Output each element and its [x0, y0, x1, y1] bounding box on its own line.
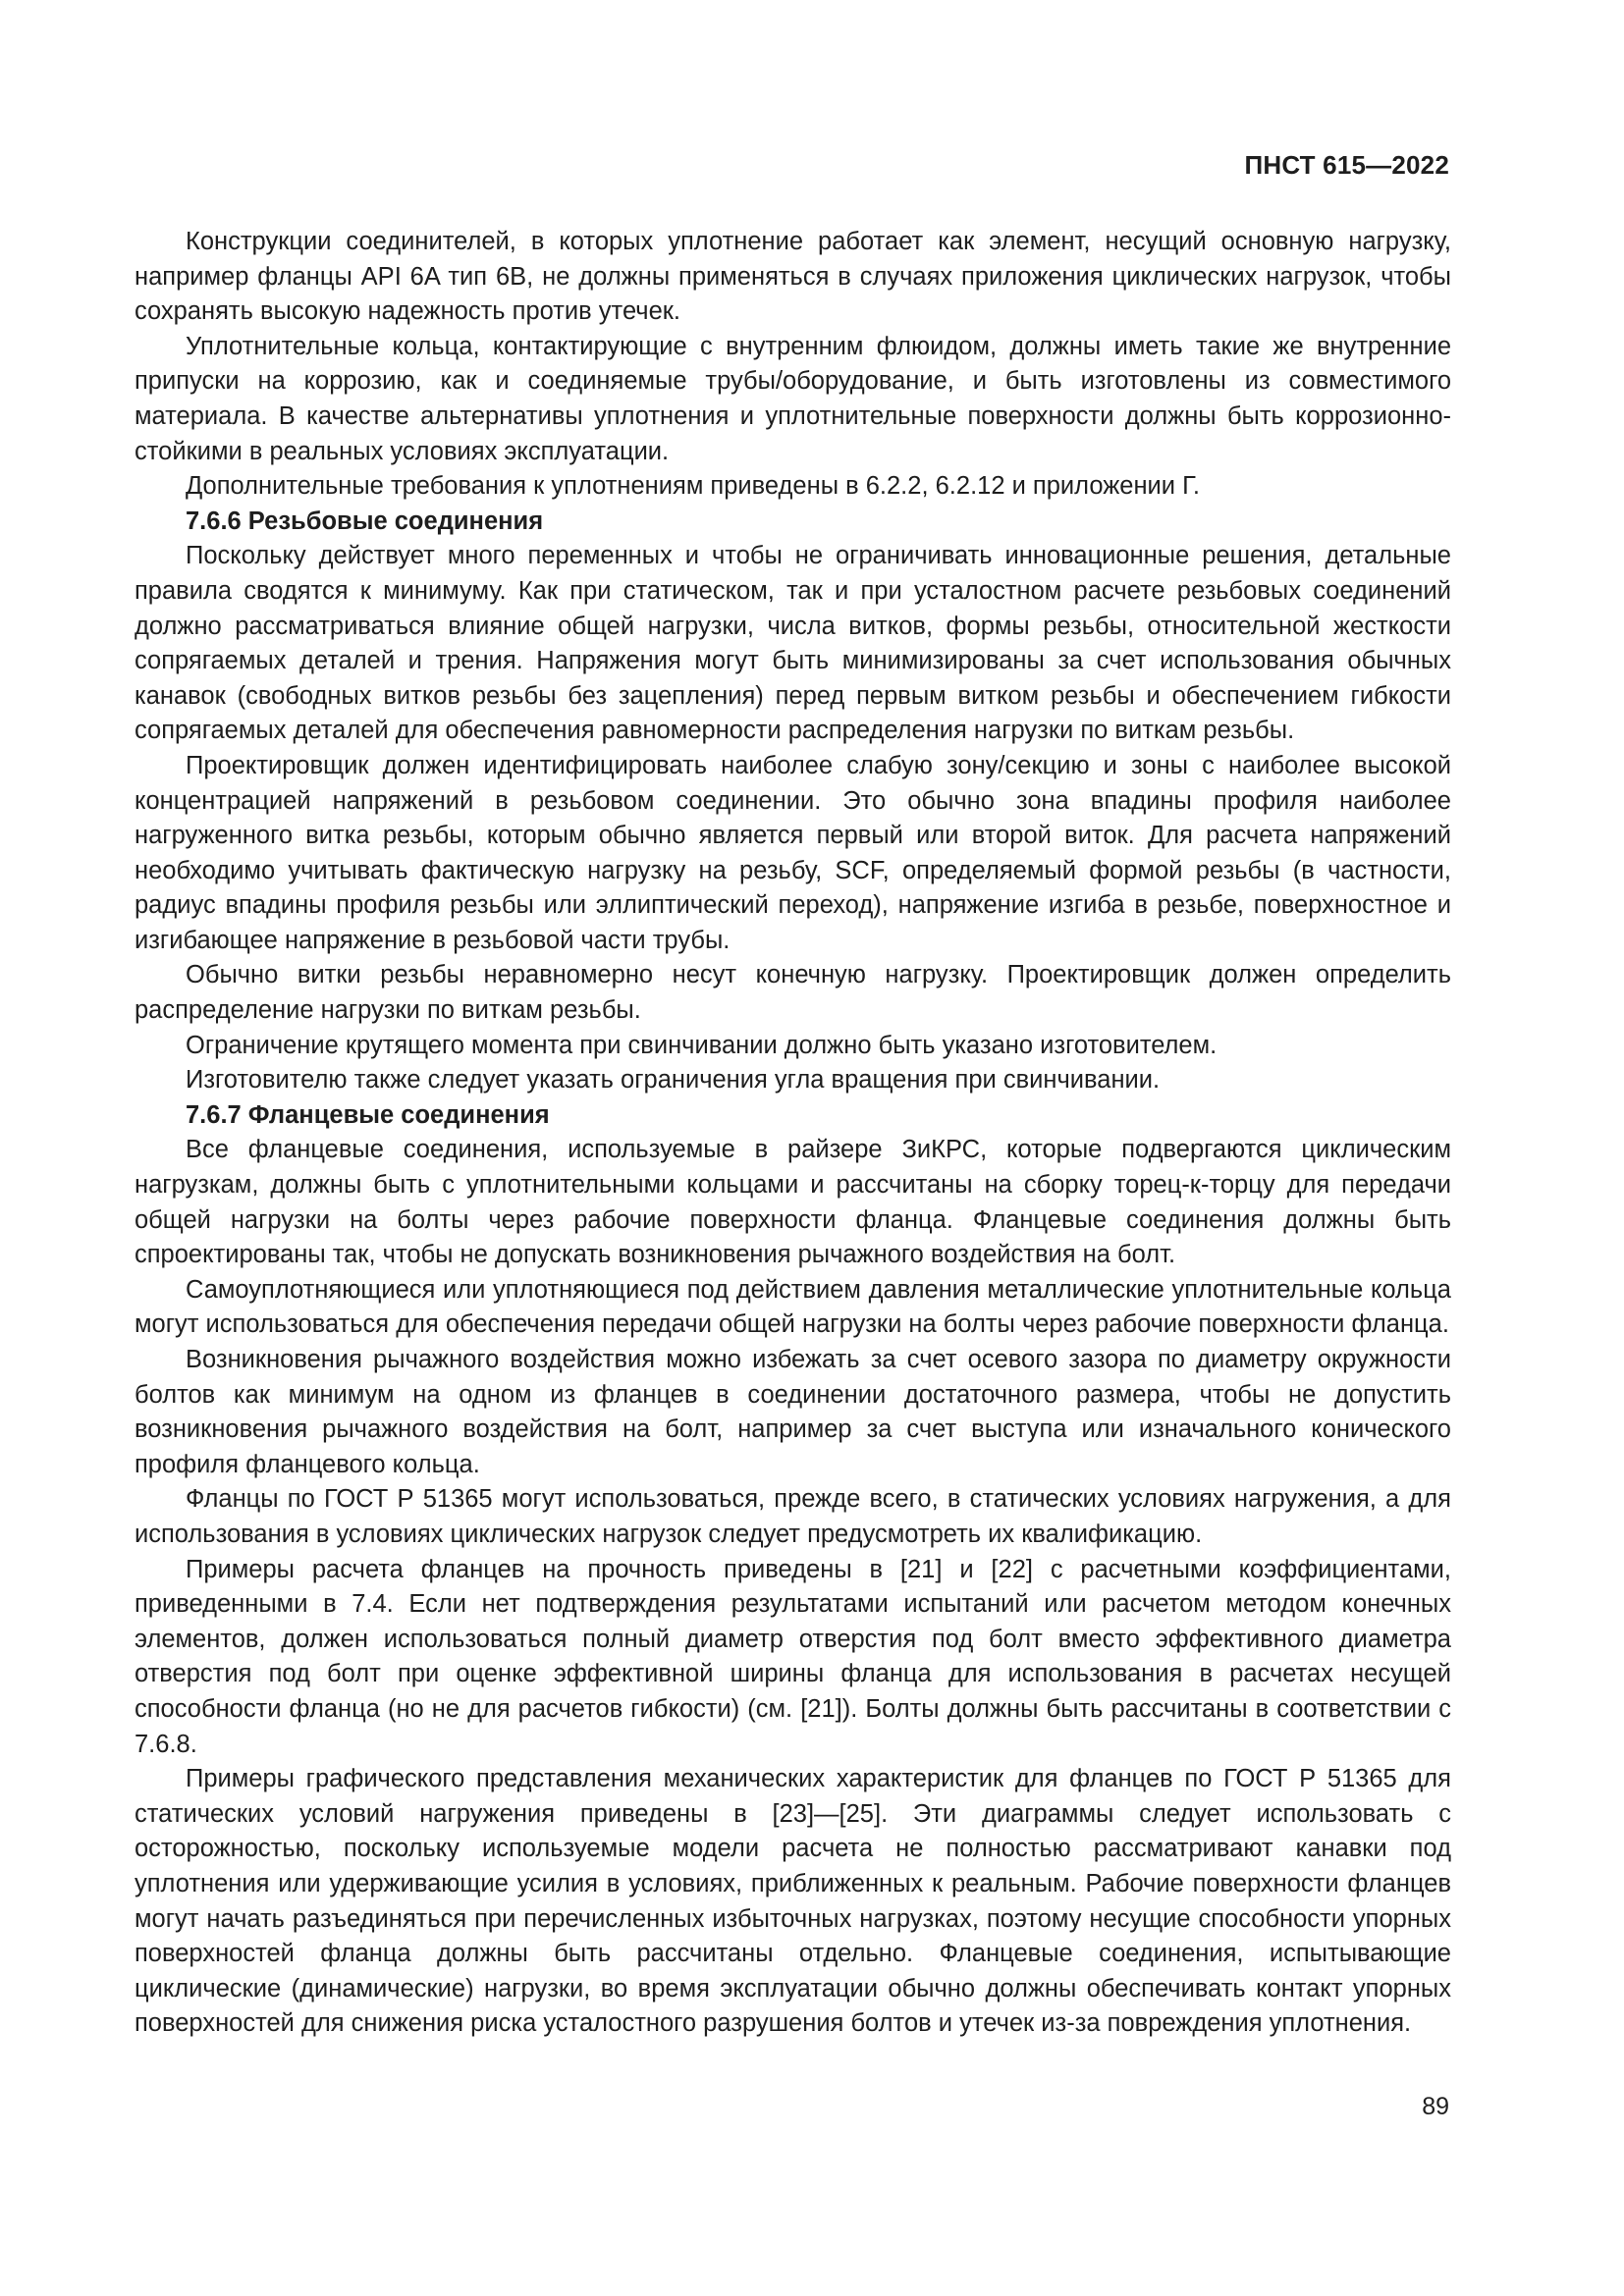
paragraph: Ограничение крутящего момента при свинчивании должно быть указано изготовителем. [186, 1031, 1218, 1059]
paragraph: Все фланцевые соединения, используемые в райзере ЗиКРС, которые подвергаются циклическим нагрузкам, должны быть с уплотнительными кольцами и рассчитаны на сборку торец-к-торцу для передачи общей нагрузки на болты через рабочие поверхности фланца. Фланцевые соединения должны быть спроектированы так, чтобы не допускать возникновения рычажного воздействия на болт. [135, 1136, 1451, 1269]
paragraph: Примеры расчета фланцев на прочность приведены в [21] и [22] с расчетными коэффициентами, приведенными в 7.4. Если нет подтверждения результатами испытаний или расчетом методом конечных элементов, должен использоваться полный диаметр отверстия под болт вместо эффективного диаметра отверстия под болт при оценке эффективной ширины фланца для использования в расчетах несущей способности фланца (но не для расчетов гибкости) (см. [21]). Болты должны быть рассчитаны в соответствии с 7.6.8. [135, 1555, 1451, 1758]
document-id-header: ПНСТ 615—2022 [1244, 150, 1449, 180]
page-number: 89 [1422, 2093, 1449, 2120]
paragraph: Обычно витки резьбы неравномерно несут конечную нагрузку. Проектировщик должен определить распределение нагрузки по виткам резьбы. [135, 961, 1451, 1025]
paragraph: Уплотнительные кольца, контактирующие с внутренним флюидом, должны иметь такие же внутренние припуски на коррозию, как и соединяемые трубы/оборудование, и быть изготовлены из совместимого материала. В качестве альтернативы уплотнения и уплотнительные поверхности должны быть коррозионно-стойкими в реальных условиях эксплуатации. [135, 332, 1451, 465]
document-body [135, 225, 1451, 2042]
section-heading-7-6-6: 7.6.6 Резьбовые соединения [186, 507, 544, 535]
paragraph: Проектировщик должен идентифицировать наиболее слабую зону/секцию и зоны с наиболее высокой концентрацией напряжений в резьбовом соединении. Это обычно зона впадины профиля наиболее нагруженного витка резьбы, которым обычно является первый или второй виток. Для расчета напряжений необходимо учитывать фактическую нагрузку на резьбу, SCF, определяемый формой резьбы (в частности, радиус впадины профиля резьбы или эллиптический переход), напряжение изгиба в резьбе, поверхностное и изгибающее напряжение в резьбовой части трубы. [135, 751, 1451, 954]
paragraph: Фланцы по ГОСТ Р 51365 могут использоваться, прежде всего, в статических условиях нагружения, а для использования в условиях циклических нагрузок следует предусмотреть их квалификацию. [135, 1485, 1451, 1548]
paragraph: Примеры графического представления механических характеристик для фланцев по ГОСТ Р 51365 для статических условий нагружения приведены в [23]—[25]. Эти диаграммы следует использовать с осторожностью, поскольку используемые модели расчета не полностью рассматривают канавки под уплотнения или удерживающие усилия в условиях, приближенных к реальным. Рабочие поверхности фланцев могут начать разъединяться при перечисленных избыточных нагрузках, поэтому несущие способности упорных поверхностей фланца должны быть рассчитаны отдельно. Фланцевые соединения, испытывающие циклические (динамические) нагрузки, во время эксплуатации обычно должны обеспечивать контакт упорных поверхностей для снижения риска усталостного разрушения болтов и утечек из-за повреждения уплотнения. [135, 1765, 1451, 2038]
paragraph: Самоуплотняющиеся или уплотняющиеся под действием давления металлические уплотнительные кольца могут использоваться для обеспечения передачи общей нагрузки на болты через рабочие поверхности фланца. [135, 1275, 1451, 1339]
paragraph: Изготовителю также следует указать ограничения угла вращения при свинчивании. [186, 1066, 1161, 1095]
paragraph: Возникновения рычажного воздействия можно избежать за счет осевого зазора по диаметру окружности болтов как минимум на одном из фланцев в соединении достаточного размера, чтобы не допустить возникновения рычажного воздействия на болт, например за счет выступа или изначального конического профиля фланцевого кольца. [135, 1346, 1451, 1478]
paragraph: Конструкции соединителей, в которых уплотнение работает как элемент, несущий основную нагрузку, например фланцы API 6A тип 6B, не должны применяться в случаях приложения циклических нагрузок, чтобы сохранять высокую надежность против утечек. [135, 228, 1451, 326]
section-heading-7-6-7: 7.6.7 Фланцевые соединения [186, 1100, 550, 1129]
paragraph: Дополнительные требования к уплотнениям приведены в 6.2.2, 6.2.12 и приложении Г. [186, 472, 1200, 501]
paragraph: Поскольку действует много переменных и чтобы не ограничивать инновационные решения, детальные правила сводятся к минимуму. Как при статическом, так и при усталостном расчете резьбовых соединений должно рассматриваться влияние общей нагрузки, числа витков, формы резьбы, относительной жесткости сопрягаемых деталей и трения. Напряжения могут быть минимизированы за счет использования обычных канавок (свободных витков резьбы без зацепления) перед первым витком резьбы и обеспечением гибкости сопрягаемых деталей для обеспечения равномерности распределения нагрузки по виткам резьбы. [135, 542, 1451, 745]
